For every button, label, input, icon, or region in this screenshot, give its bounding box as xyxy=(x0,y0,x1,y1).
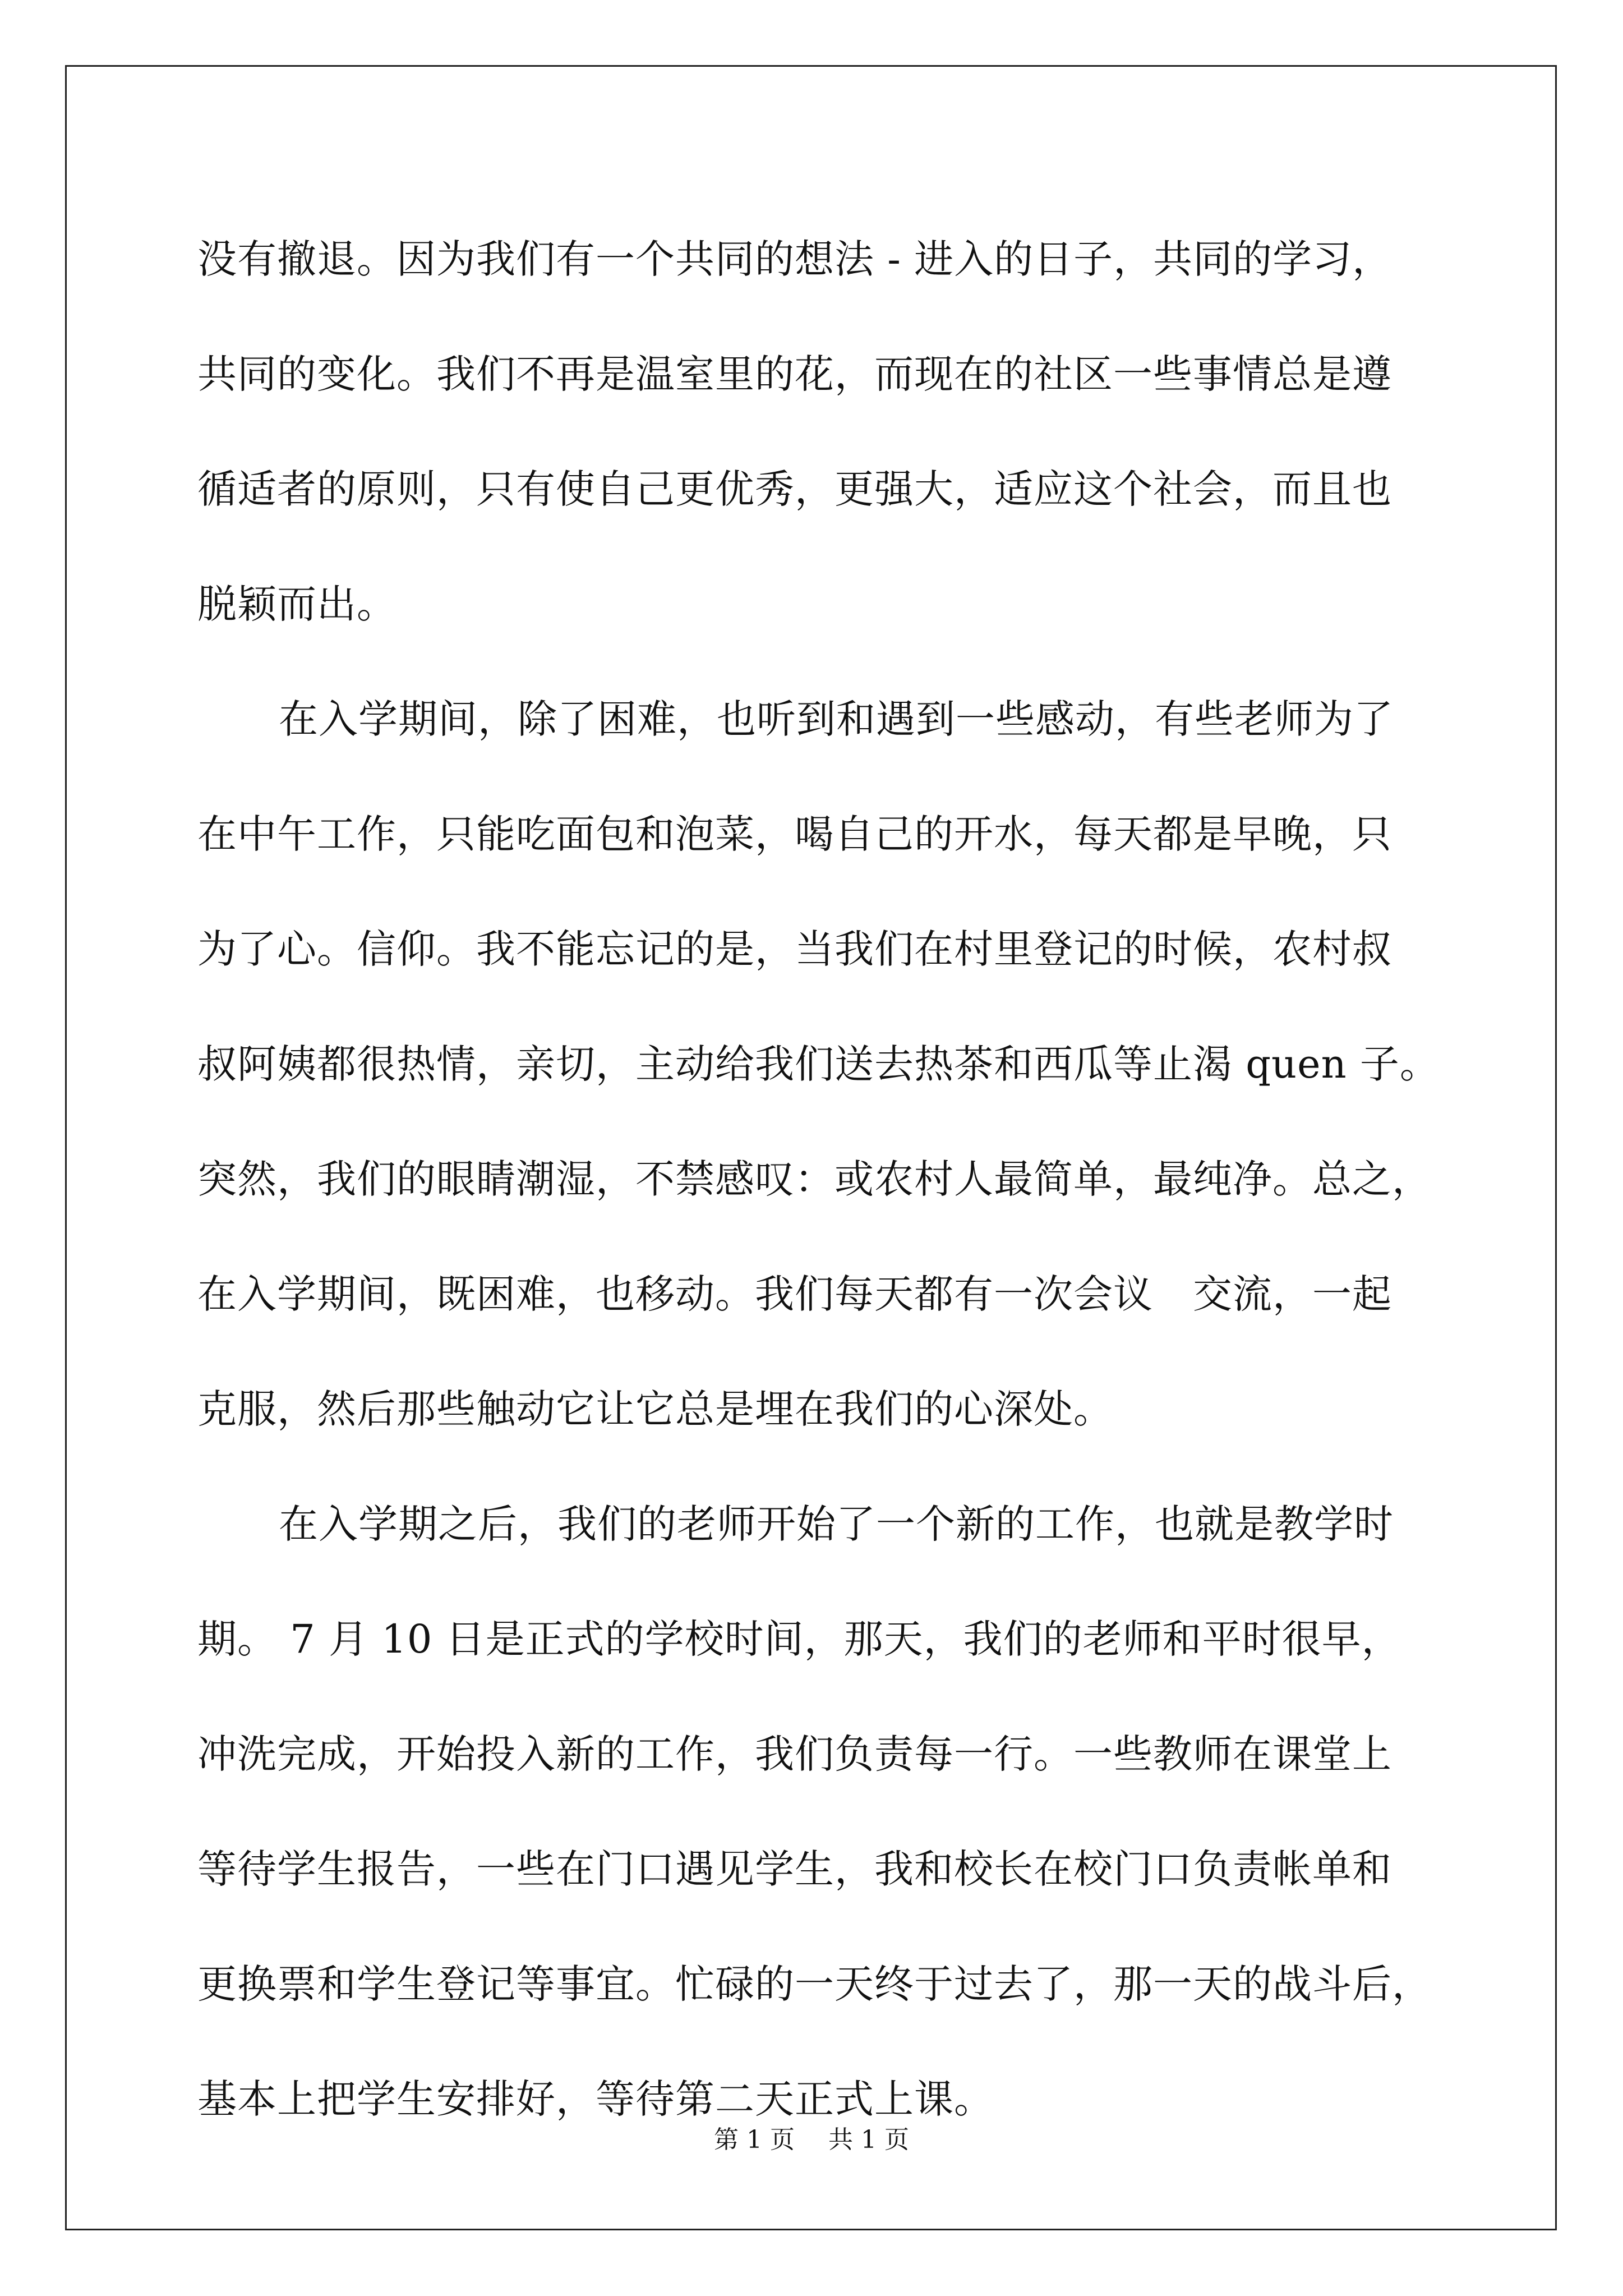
document-body xyxy=(197,202,1440,2157)
text-line: 在入学期间，既困难，也移动。我们每天都有一次会议 交流，一起 xyxy=(197,1271,1392,1317)
text-line: 期。 7 月 10 日是正式的学校时间，那天，我们的老师和平时很早， xyxy=(197,1616,1401,1662)
text-line: 冲洗完成，开始投入新的工作，我们负责每一行。一些教师在课堂上 xyxy=(197,1731,1392,1777)
text-line: 叔阿姨都很热情，亲切，主动给我们送去热茶和西瓜等止渴 quen 子。 xyxy=(197,1041,1440,1087)
text-line: 共同的变化。我们不再是温室里的花，而现在的社区一些事情总是遵 xyxy=(197,351,1392,397)
page-footer xyxy=(0,2123,1623,2157)
text-line: 在中午工作，只能吃面包和泡菜，喝自己的开水，每天都是早晚，只 xyxy=(197,811,1392,857)
text-line: 循适者的原则，只有使自己更优秀，更强大，适应这个社会，而且也 xyxy=(197,466,1392,512)
text-line: 基本上把学生安排好，等待第二天正式上课。 xyxy=(197,2076,994,2122)
text-line: 脱颖而出。 xyxy=(197,581,396,627)
text-line: 等待学生报告，一些在门口遇见学生，我和校长在校门口负责帐单和 xyxy=(197,1846,1392,1892)
text-line: 在入学期间，除了困难，也听到和遇到一些感动，有些老师为了 xyxy=(279,696,1394,742)
text-line: 突然，我们的眼睛潮湿，不禁感叹：或农村人最简单，最纯净。总之， xyxy=(197,1156,1432,1202)
page-number-current: 第 1 页 xyxy=(714,2125,795,2154)
page-number-total: 共 1 页 xyxy=(828,2125,909,2154)
text-line: 克服，然后那些触动它让它总是埋在我们的心深处。 xyxy=(197,1386,1113,1432)
text-line: 为了心。信仰。我不能忘记的是，当我们在村里登记的时候，农村叔 xyxy=(197,926,1392,972)
text-line: 更换票和学生登记等事宜。忙碌的一天终于过去了，那一天的战斗后， xyxy=(197,1961,1432,2007)
text-line: 没有撤退。因为我们有一个共同的想法 - 进入的日子，共同的学习， xyxy=(197,236,1393,282)
text-line: 在入学期之后，我们的老师开始了一个新的工作，也就是教学时 xyxy=(279,1501,1394,1547)
